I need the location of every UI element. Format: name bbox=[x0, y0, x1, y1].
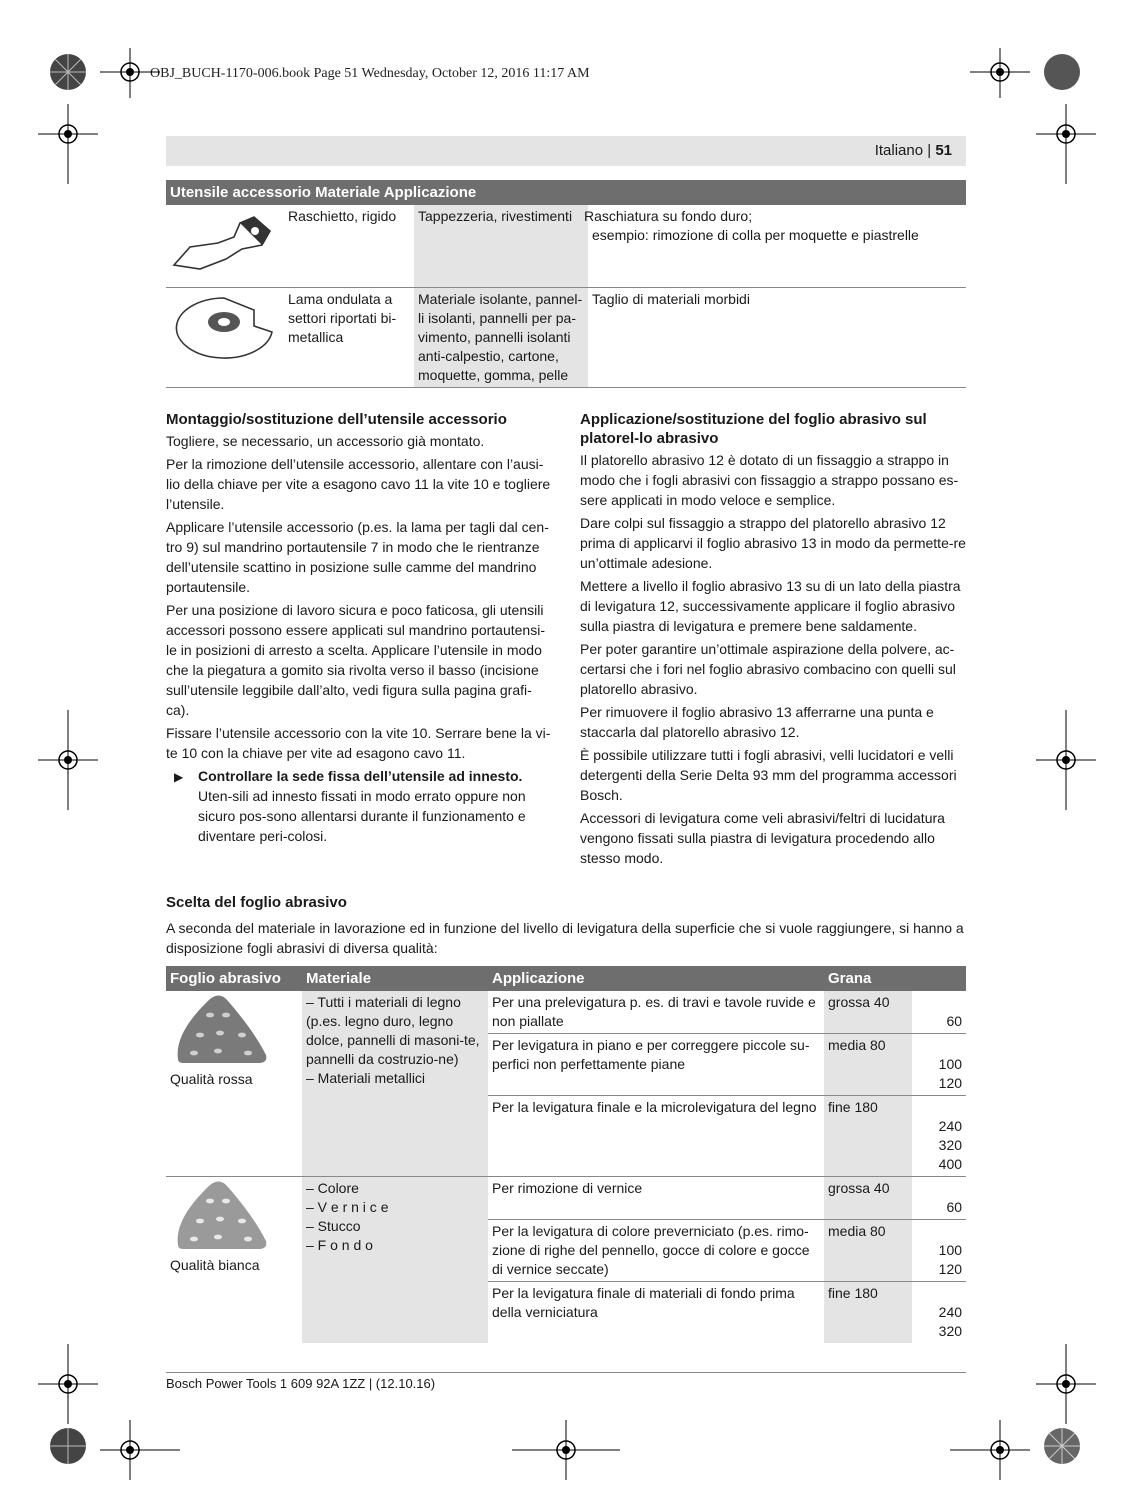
print-header: OBJ_BUCH-1170-006.book Page 51 Wednesday, October 12, 2016 11:17 AM bbox=[150, 66, 590, 81]
accessory-name: Raschietto, rigido bbox=[284, 205, 414, 287]
bullet-bold: Controllare la sede fissa dell’utensile ad innesto. bbox=[198, 768, 523, 784]
paragraph: Il platorello abrasivo 12 è dotato di un fissaggio a strappo in modo che i fogli abrasivi con fissaggio a strappo possano es-sere applicati in modo veloce e semplice. bbox=[580, 452, 959, 508]
material-item: – Tutti i materiali di legno (p.es. legno duro, legno dolce, pannelli di masoni-te, pannelli da costruzio-ne) bbox=[306, 994, 480, 1067]
grit-value: 240 bbox=[938, 1118, 963, 1134]
sheet-cell bbox=[166, 1177, 302, 1344]
grit-value: 240 bbox=[938, 1304, 963, 1320]
paragraph: Per poter garantire un’ottimale aspirazione della polvere, ac-certarsi che i fori nel foglio abrasivo combacino con quelli sul platorello abrasivo. bbox=[580, 641, 956, 697]
paragraph: Applicare l’utensile accessorio (p.es. la lama per tagli dal cen-tro 9) sul mandrino portautensile 7 in modo che le rientranze dell’utensile scattino in posizione sulle camme del mandrino portautensile. bbox=[166, 519, 549, 595]
crosshair-icon bbox=[1036, 1344, 1096, 1424]
accessory-name: Lama ondulata a settori riportati bi-metallica bbox=[284, 287, 414, 387]
grit-value: 100 bbox=[938, 1056, 963, 1072]
grit-value: 120 bbox=[938, 1261, 963, 1277]
table-row bbox=[166, 205, 966, 287]
paragraph: Per rimuovere il foglio abrasivo 13 afferrarne una punta e staccarla dal platorello abrasivo 12. bbox=[580, 704, 934, 740]
sheet-quality: Qualità bianca bbox=[170, 1257, 260, 1273]
crosshair-icon bbox=[38, 104, 98, 184]
application-cell: Per la levigatura finale e la microlevigatura del legno bbox=[488, 1096, 824, 1177]
application-cell: Per la levigatura di colore preverniciato (p.es. rimo-zione di righe del pennello, gocce di colore e gocce di vernice seccate) bbox=[488, 1220, 824, 1282]
grit-cell bbox=[912, 1282, 966, 1344]
material-item: – Stucco bbox=[306, 1218, 361, 1234]
material-item: – V e r n i c e bbox=[306, 1199, 389, 1215]
footer-rule bbox=[166, 1372, 966, 1373]
material-item: – Materiali metallici bbox=[306, 1070, 426, 1086]
registration-wheel-icon bbox=[46, 50, 90, 94]
grit-value: 320 bbox=[938, 1323, 963, 1339]
crosshair-icon bbox=[38, 1344, 98, 1424]
crosshair-icon bbox=[950, 1420, 1030, 1480]
rigid-scraper-icon bbox=[166, 205, 284, 287]
accessory-table-header: Utensile accessorio Materiale Applicazione bbox=[166, 180, 966, 205]
abrasive-intro: A seconda del materiale in lavorazione ed in funzione del livello di levigatura della superficie che si vuole raggiungere, si hanno a disposizione fogli abrasivi di diversa qualità: bbox=[166, 920, 964, 956]
paragraph: Mettere a livello il foglio abrasivo 13 su di un lato della piastra di levigatura 12, successivamente applicare il foglio abrasivo sulla piastra di levigatura e premere bene saldamente. bbox=[580, 578, 961, 634]
grade-cell: media 80 bbox=[824, 1220, 912, 1282]
page-band bbox=[166, 136, 966, 166]
paragraph: È possibile utilizzare tutti i fogli abrasivi, velli lucidatori e velli detergenti della Serie Delta 93 mm del programma accessori Bosch. bbox=[580, 747, 957, 803]
paragraph: Per una posizione di lavoro sicura e poco faticosa, gli utensili accessori possono essere applicati sul mandrino portautensi-le in posizioni di arresto a scelta. Applicare l’utensile in modo che la piegatura a gomito sia rivolta verso il basso (incisione sull’utensile leggibile dall’alto, vedi figura sulla pagina grafi-ca). bbox=[166, 602, 545, 718]
grit-cell bbox=[912, 1034, 966, 1096]
warning-bullet bbox=[166, 766, 554, 846]
accessory-application bbox=[584, 205, 966, 287]
right-column bbox=[580, 410, 968, 871]
grit-value: 60 bbox=[946, 1013, 963, 1029]
grit-value: 120 bbox=[938, 1075, 963, 1091]
material-item: – F o n d o bbox=[306, 1237, 373, 1253]
material-item: – Colore bbox=[306, 1180, 359, 1196]
grade-cell: fine 180 bbox=[824, 1282, 912, 1344]
sheet-quality: Qualità rossa bbox=[170, 1071, 253, 1087]
col-header: Applicazione bbox=[488, 966, 824, 991]
table-row bbox=[166, 1177, 966, 1220]
application-cell: Per rimozione di vernice bbox=[488, 1177, 824, 1220]
crosshair-icon bbox=[1036, 104, 1096, 184]
application-cell: Per levigatura in piano e per correggere piccole su-perfici non perfettamente piane bbox=[488, 1034, 824, 1096]
grade-cell: fine 180 bbox=[824, 1096, 912, 1177]
paragraph: Fissare l’utensile accessorio con la vite 10. Serrare bene la vi-te 10 con la chiave per vite ad esagono cavo 11. bbox=[166, 725, 551, 761]
application-cell: Per la levigatura finale di materiali di fondo prima della verniciatura bbox=[492, 1285, 795, 1320]
delta-sanding-sheet-icon bbox=[170, 993, 270, 1065]
paragraph: Accessori di levigatura come veli abrasivi/feltri di lucidatura vengono fissati sulla piastra di levigatura procedendo allo stesso modo. bbox=[580, 810, 945, 866]
page-label bbox=[875, 142, 952, 159]
table-row bbox=[166, 991, 966, 1034]
bullet-text: Uten-sili ad innesto fissati in modo errato oppure non sicuro pos-sono allentarsi durante il funzionamento e diventare peri-colosi. bbox=[198, 788, 526, 844]
grade-cell: media 80 bbox=[824, 1034, 912, 1096]
section-title: Applicazione/sostituzione del foglio abrasivo sul platorel-lo abrasivo bbox=[580, 411, 927, 447]
sheet-cell bbox=[166, 991, 302, 1177]
grit-cell bbox=[912, 991, 966, 1034]
application-example: esempio: rimozione di colla per moquette e piastrelle bbox=[592, 227, 919, 243]
page-number: 51 bbox=[935, 142, 952, 159]
page-footer: Bosch Power Tools 1 609 92A 1ZZ | (12.10.16) bbox=[166, 1376, 436, 1391]
col-header: Grana bbox=[824, 966, 966, 991]
crosshair-icon bbox=[100, 48, 160, 98]
bullet-triangle-icon: ▶ bbox=[174, 770, 184, 784]
segment-blade-icon bbox=[166, 287, 284, 387]
grit-value: 320 bbox=[938, 1137, 963, 1153]
abrasive-table bbox=[166, 966, 966, 1343]
registration-wheel-icon bbox=[1040, 1424, 1084, 1468]
paragraph: Dare colpi sul fissaggio a strappo del platorello abrasivo 12 prima di applicarvi il foglio abrasivo 13 in modo da permette-re un’ottimale adesione. bbox=[580, 515, 966, 571]
page-separator: | bbox=[927, 142, 932, 159]
crosshair-icon bbox=[1036, 710, 1096, 810]
abrasive-section-title: Scelta del foglio abrasivo bbox=[166, 894, 347, 911]
grit-value: 100 bbox=[938, 1242, 963, 1258]
page-language: Italiano bbox=[874, 142, 924, 159]
paragraph: Per la rimozione dell’utensile accessorio, allentare con l’ausi-lio della chiave per vite a esagono cavo 11 la vite 10 e togliere l’utensile. bbox=[166, 456, 551, 512]
left-column bbox=[166, 410, 554, 849]
paragraph: Togliere, se necessario, un accessorio già montato. bbox=[166, 433, 485, 449]
accessory-material: Tappezzeria, rivestimenti bbox=[414, 205, 588, 287]
crosshair-icon bbox=[100, 1420, 180, 1480]
delta-sanding-sheet-icon bbox=[170, 1179, 270, 1251]
grit-value: 400 bbox=[938, 1156, 963, 1172]
grit-cell bbox=[912, 1177, 966, 1220]
crosshair-icon bbox=[512, 1420, 620, 1480]
crosshair-icon bbox=[970, 48, 1030, 98]
accessory-table bbox=[166, 180, 966, 388]
grade-cell: grossa 40 bbox=[824, 991, 912, 1034]
accessory-application: Taglio di materiali morbidi bbox=[588, 287, 966, 387]
section-title: Montaggio/sostituzione dell’utensile accessorio bbox=[166, 411, 507, 428]
application-cell: Per una prelevigatura p. es. di travi e tavole ruvide e non piallate bbox=[488, 991, 824, 1034]
registration-wheel-icon bbox=[46, 1424, 90, 1468]
accessory-material: Materiale isolante, pannel-li isolanti, pannelli per pa-vimento, pannelli isolanti anti-calpestio, cartone, moquette, gomma, pelle bbox=[414, 287, 588, 387]
crosshair-icon bbox=[38, 710, 98, 810]
grade-cell: grossa 40 bbox=[824, 1177, 912, 1220]
table-row bbox=[166, 287, 966, 387]
col-header: Foglio abrasivo bbox=[166, 966, 302, 991]
grit-cell bbox=[912, 1096, 966, 1177]
col-header: Materiale bbox=[302, 966, 488, 991]
material-cell bbox=[302, 991, 488, 1177]
grit-value: 60 bbox=[946, 1199, 963, 1215]
material-cell bbox=[302, 1177, 488, 1344]
grit-cell bbox=[912, 1220, 966, 1282]
registration-wheel-icon bbox=[1040, 50, 1084, 94]
application-text: Raschiatura su fondo duro; bbox=[584, 208, 753, 224]
